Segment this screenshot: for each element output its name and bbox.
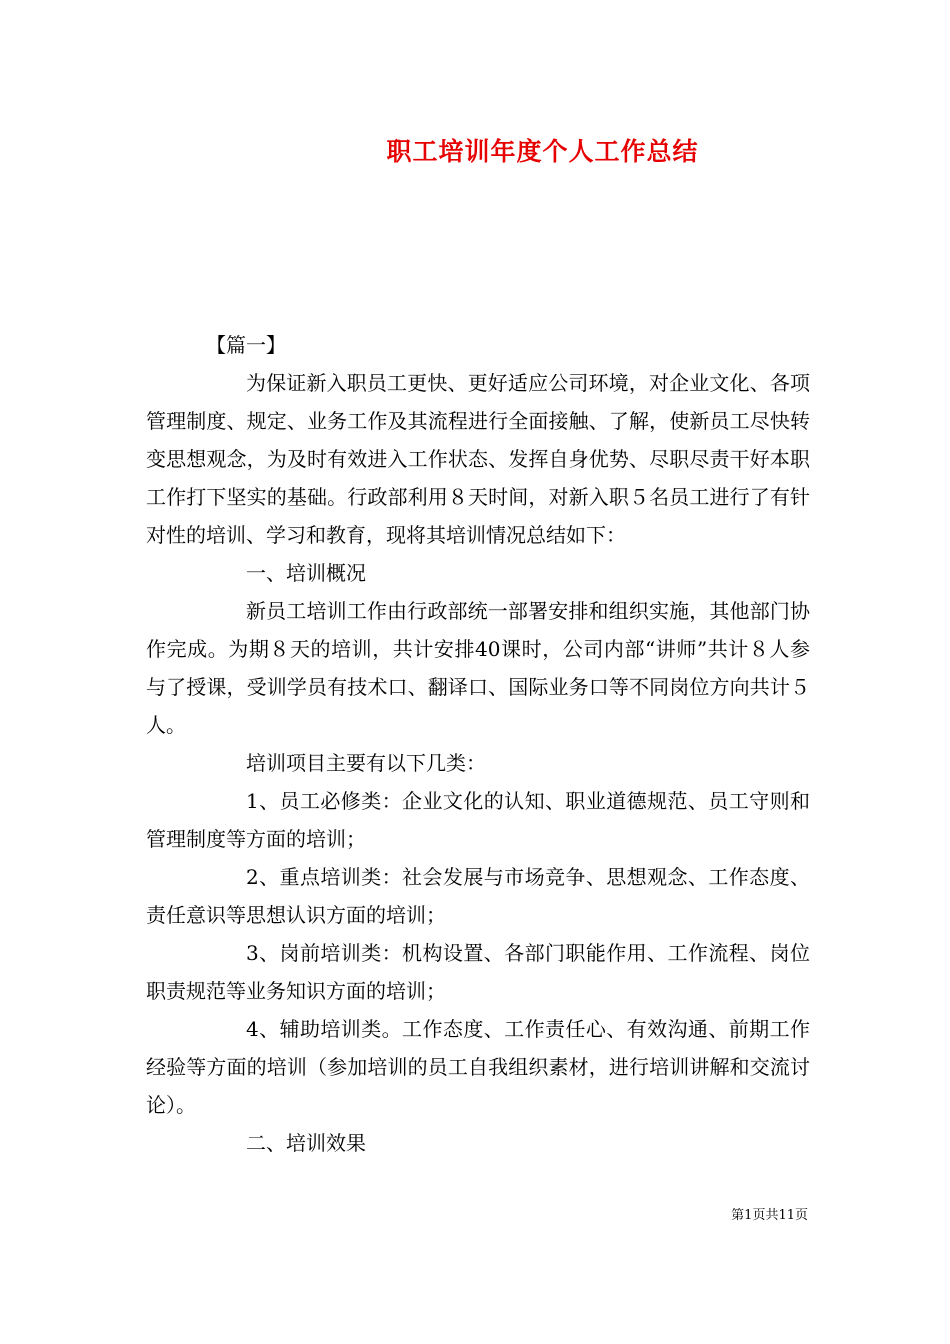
- section-marker: 【篇一】: [206, 333, 286, 357]
- paragraph-categories-intro: 培训项目主要有以下几类：: [246, 751, 486, 775]
- list-item-auxiliary: 4、辅助培训类。工作态度、工作责任心、有效沟通、前期工作经验等方面的培训（参加培训的员工自我组织素材，进行培训讲解和交流讨论）。: [146, 1017, 810, 1117]
- paragraph-intro: 为保证新入职员工更快、更好适应公司环境，对企业文化、各项管理制度、规定、业务工作及其流程进行全面接触、了解，使新员工尽快转变思想观念，为及时有效进入工作状态、发挥自身优势、尽职尽责干好本职工作打下坚实的基础。行政部利用８天时间，对新入职５名员工进行了有针对性的培训、学习和教育，现将其培训情况总结如下：: [146, 371, 810, 547]
- heading-training-results: 二、培训效果: [246, 1131, 366, 1155]
- list-item-required: 1、员工必修类：企业文化的认知、职业道德规范、员工守则和管理制度等方面的培训；: [146, 789, 810, 851]
- list-item-key: 2、重点培训类：社会发展与市场竞争、思想观念、工作态度、责任意识等思想认识方面的培训；: [146, 865, 810, 927]
- document-body: [146, 326, 810, 1162]
- heading-training-overview: 一、培训概况: [246, 561, 366, 585]
- list-item-pre-job: 3、岗前培训类：机构设置、各部门职能作用、工作流程、岗位职责规范等业务知识方面的培训；: [146, 941, 810, 1003]
- document-title: 职工培训年度个人工作总结: [386, 137, 699, 166]
- paragraph-overview: 新员工培训工作由行政部统一部署安排和组织实施，其他部门协作完成。为期８天的培训，共计安排40课时，公司内部“讲师”共计８人参与了授课，受训学员有技术口、翻译口、国际业务口等不同岗位方向共计５人。: [146, 599, 810, 737]
- page-number-footer: 第1页共11页: [731, 1208, 808, 1223]
